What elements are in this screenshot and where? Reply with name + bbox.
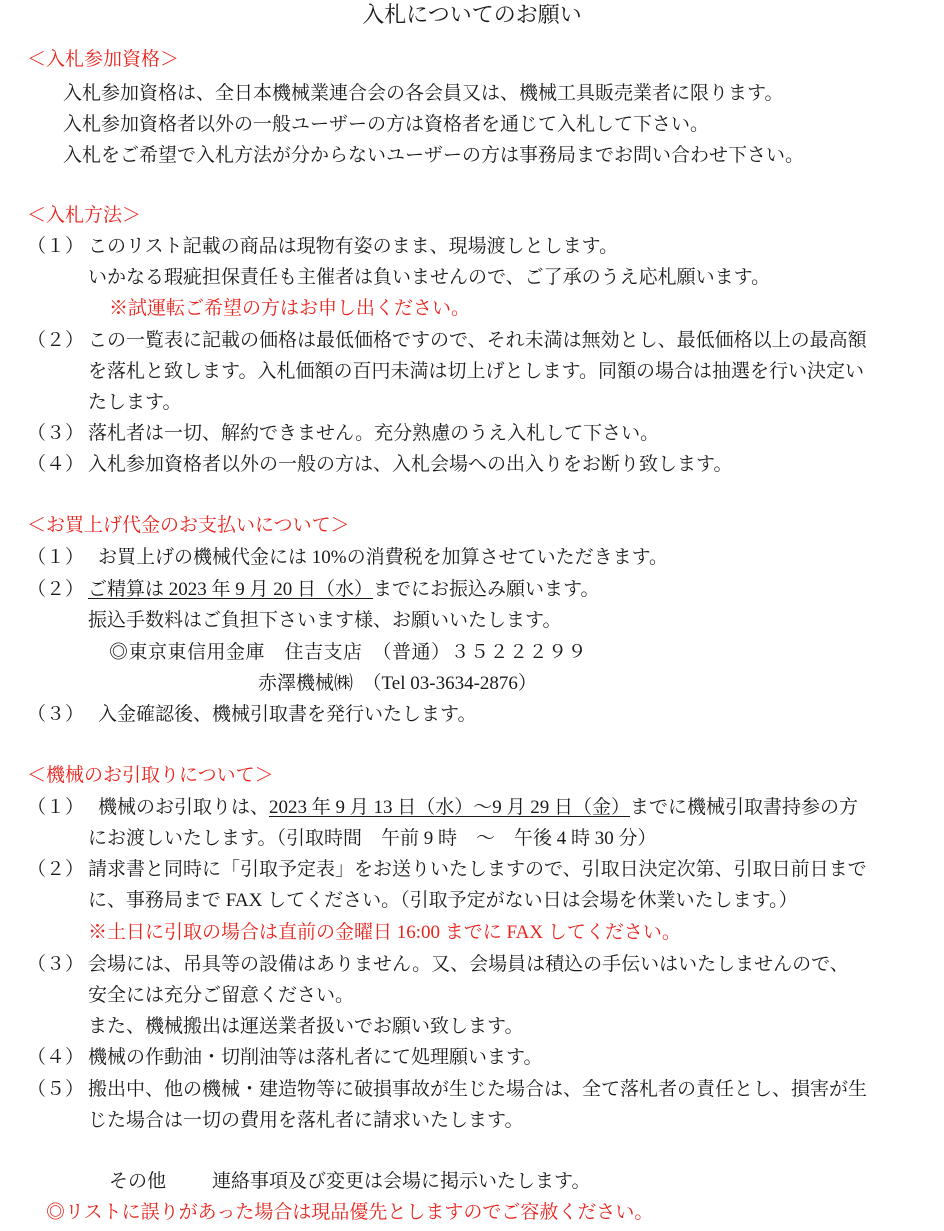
bid-method-item-1-line-1: このリスト記載の商品は現物有姿のまま、現場渡しとします。 [88,236,619,257]
pickup-item-3-number: （３） [27,954,85,975]
pickup-item-1-suffix: までに機械引取書持参の方 [630,797,859,818]
pickup-item-2-number: （２） [27,859,85,880]
list-error-notice: ◎リストに誤りがあった場合は現品優先としますのでご容赦ください。 [46,1202,654,1223]
bid-method-item-3-number: （３） [27,423,85,444]
bid-method-item-1-line-2: いかなる瑕疵担保責任も主催者は負いませんので、ご了承のうえ応札願います。 [88,267,771,288]
pickup-item-5-line-2: じた場合は一切の費用を落札者に請求いたします。 [88,1110,524,1131]
test-run-notice: ※試運転ご希望の方はお申し出ください。 [109,298,471,319]
eligibility-line-2: 入札参加資格者以外の一般ユーザーの方は資格者を通じて入札して下さい。 [63,114,710,135]
payment-item-2-line-2: 振込手数料はご負担下さいます様、お願いいたします。 [88,610,562,631]
pickup-item-1-prefix: 機械のお引取りは、 [98,797,270,818]
pickup-item-3-line-1: 会場には、吊具等の設備はありません。又、会場員は積込の手伝いはいたしませんので、 [88,954,849,975]
other-text: 連絡事項及び変更は会場に掲示いたします。 [212,1171,591,1192]
bid-method-item-2-line-2: を落札と致します。入札価額の百円未満は切上げとします。同額の場合は抽選を行い決定い [88,361,864,382]
bid-method-item-3-line-1: 落札者は一切、解約できません。充分熟慮のうえ入札して下さい。 [88,423,660,444]
eligibility-line-1: 入札参加資格は、全日本機械業連合会の各会員又は、機械工具販売業者に限ります。 [63,83,784,104]
pickup-item-1-line-1 [98,798,858,817]
payment-deadline-suffix: までにお振込み願います。 [373,579,600,600]
payment-item-3-line-1: 入金確認後、機械引取書を発行いたします。 [98,704,477,725]
company-contact-line: 赤澤機械㈱ （Tel 03-3634-2876） [258,673,537,694]
section-heading-payment: ＜お買上げ代金のお支払いについて＞ [27,515,350,536]
other-label: その他 [109,1171,167,1192]
payment-item-1-number: （１） [27,547,85,568]
payment-item-3-number: （３） [27,704,85,725]
pickup-item-3-line-3: また、機械搬出は運送業者扱いでお願い致します。 [88,1016,524,1037]
payment-deadline: ご精算は 2023 年 9 月 20 日（水） [88,579,374,600]
bid-method-item-2-line-3: たします。 [88,392,182,413]
weekend-pickup-notice: ※土日に引取の場合は直前の金曜日 16:00 までに FAX してください。 [88,922,681,943]
pickup-item-5-line-1: 搬出中、他の機械・建造物等に破損事故が生じた場合は、全て落札者の責任とし、損害が生 [88,1079,868,1100]
pickup-item-1-number: （１） [27,797,85,818]
bid-method-item-2-line-1: この一覧表に記載の価格は最低価格ですので、それ未満は無効とし、最低価格以上の最高額 [88,330,867,351]
pickup-item-2-line-2: に、事務局まで FAX してください。（引取予定がない日は会場を休業いたします。） [88,890,798,911]
pickup-item-4-number: （４） [27,1047,85,1068]
eligibility-line-3: 入札をご希望で入札方法が分からないユーザーの方は事務局までお問い合わせ下さい。 [63,145,805,166]
pickup-item-3-line-2: 安全には充分ご留意ください。 [88,985,355,1006]
bid-method-item-4-number: （４） [27,454,85,475]
pickup-item-1-line-2: にお渡しいたします。（引取時間 午前 9 時 ～ 午後 4 時 30 分） [88,828,657,849]
section-heading-bid-method: ＜入札方法＞ [27,205,142,226]
pickup-period: 2023 年 9 月 13 日（水）～9 月 29 日（金） [269,797,631,818]
section-heading-machine-pickup: ＜機械のお引取りについて＞ [27,765,274,786]
pickup-item-5-number: （５） [27,1079,85,1100]
payment-item-1-line-1: お買上げの機械代金には 10%の消費税を加算させていただきます。 [98,547,669,568]
bid-method-item-2-number: （２） [27,330,85,351]
bid-method-item-1-number: （１） [27,236,85,257]
section-heading-bid-eligibility: ＜入札参加資格＞ [27,49,180,70]
payment-item-2-line-1 [88,580,600,599]
bank-account-line: ◎東京東信用金庫 住吉支店 （普通）３５２２２９９ [109,642,588,663]
bid-method-item-4-line-1: 入札参加資格者以外の一般の方は、入札会場への出入りをお断り致します。 [88,454,733,475]
payment-item-2-number: （２） [27,579,85,600]
page-title: 入札についてのお願い [362,2,582,27]
pickup-item-4-line-1: 機械の作動油・切削油等は落札者にて処理願います。 [88,1047,543,1068]
pickup-item-2-line-1: 請求書と同時に「引取予定表」をお送りいたしますので、引取日決定次第、引取日前日まで [88,859,867,880]
